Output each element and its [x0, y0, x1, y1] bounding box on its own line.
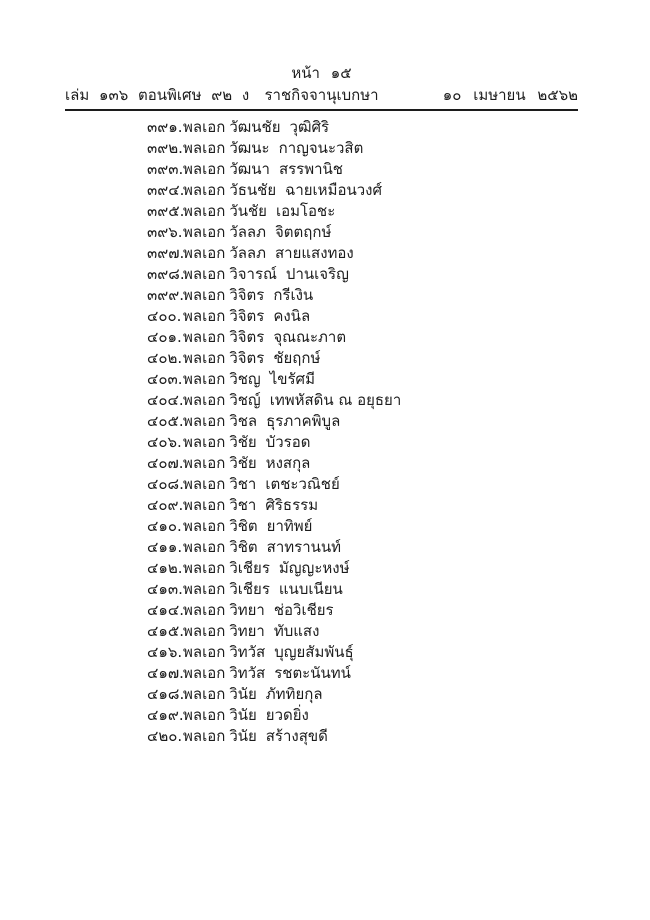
- item-rank: พลเอก: [183, 370, 226, 388]
- item-surname: สร้างสุขดี: [265, 727, 328, 745]
- list-item: [147, 474, 401, 495]
- item-rank: พลเอก: [183, 118, 226, 136]
- list-item: [147, 222, 401, 243]
- item-surname: เอมโอชะ: [275, 202, 336, 220]
- item-rank: พลเอก: [183, 559, 226, 577]
- list-item: [147, 201, 401, 222]
- masthead-line: [65, 85, 578, 105]
- item-surname: สายแสงทอง: [275, 244, 354, 262]
- item-given-name: วิเชียร: [229, 559, 270, 577]
- list-item: [147, 453, 401, 474]
- item-rank: พลเอก: [183, 181, 226, 199]
- item-number: ๔๑๐.: [147, 517, 182, 535]
- item-given-name: วิจารณ์: [229, 265, 277, 283]
- item-number: ๔๐๒.: [147, 349, 183, 367]
- item-given-name: วัฒนชัย: [229, 118, 281, 136]
- list-item: [147, 285, 401, 306]
- edition-label: เล่ม ๑๓๖ ตอนพิเศษ ๙๒ ง: [65, 86, 250, 104]
- item-given-name: วัลลภ: [229, 244, 267, 262]
- item-rank: พลเอก: [183, 580, 226, 598]
- item-surname: ยวดยิ่ง: [265, 706, 309, 724]
- list-item: [147, 684, 401, 705]
- list-item: [147, 705, 401, 726]
- item-rank: พลเอก: [183, 349, 226, 367]
- item-number: ๔๑๔.: [147, 601, 184, 619]
- item-number: ๔๑๖.: [147, 643, 183, 661]
- item-number: ๔๑๓.: [147, 580, 183, 598]
- item-number: ๔๒๐.: [147, 727, 183, 745]
- item-surname: สาทรานนท์: [266, 538, 342, 556]
- list-item: [147, 411, 401, 432]
- item-number: ๔๐๗.: [147, 454, 184, 472]
- item-rank: พลเอก: [183, 139, 226, 157]
- item-surname: ภัททิยกุล: [265, 685, 323, 703]
- item-given-name: วันชัย: [229, 202, 267, 220]
- item-surname: แนบเนียน: [278, 580, 343, 598]
- item-number: ๔๐๓.: [147, 370, 183, 388]
- item-given-name: วิชัย: [229, 433, 257, 451]
- item-given-name: วิเชียร: [229, 580, 270, 598]
- item-number: ๓๙๗.: [147, 244, 185, 262]
- item-number: ๓๙๖.: [147, 223, 183, 241]
- item-rank: พลเอก: [183, 685, 226, 703]
- item-rank: พลเอก: [183, 160, 226, 178]
- item-surname: หงสกุล: [265, 454, 311, 472]
- item-given-name: วัฒนา: [229, 160, 270, 178]
- item-surname: ชัยฤกษ์: [273, 349, 321, 367]
- item-number: ๓๙๒.: [147, 139, 183, 157]
- item-number: ๓๙๘.: [147, 265, 185, 283]
- list-item: [147, 726, 401, 747]
- item-rank: พลเอก: [183, 286, 226, 304]
- item-surname: ยาทิพย์: [266, 517, 313, 535]
- list-item: [147, 243, 401, 264]
- item-given-name: วินัย: [229, 685, 257, 703]
- item-rank: พลเอก: [183, 706, 226, 724]
- item-surname: ช่อวิเชียร: [273, 601, 334, 619]
- publish-date: ๑๐ เมษายน ๒๕๖๒: [442, 86, 578, 104]
- item-surname: บุญยสัมพันธุ์: [274, 643, 354, 661]
- list-item: [147, 180, 401, 201]
- item-given-name: วิทยา: [229, 622, 265, 640]
- item-rank: พลเอก: [183, 643, 226, 661]
- item-given-name: วิชล: [229, 412, 258, 430]
- item-rank: พลเอก: [183, 244, 226, 262]
- item-rank: พลเอก: [183, 727, 226, 745]
- item-rank: พลเอก: [183, 223, 226, 241]
- item-rank: พลเอก: [183, 664, 226, 682]
- item-given-name: วิจิตร: [229, 286, 265, 304]
- list-item: [147, 264, 401, 285]
- item-number: ๔๐๕.: [147, 412, 184, 430]
- item-rank: พลเอก: [183, 412, 226, 430]
- item-surname: จิตตฤกษ์: [275, 223, 332, 241]
- item-number: ๔๐๖.: [147, 433, 182, 451]
- list-item: [147, 663, 401, 684]
- item-rank: พลเอก: [183, 475, 226, 493]
- item-number: ๔๑๙.: [147, 706, 184, 724]
- item-number: ๔๐๘.: [147, 475, 184, 493]
- item-given-name: วิชิต: [229, 517, 258, 535]
- item-surname: ทับแสง: [273, 622, 320, 640]
- item-given-name: วิชา: [229, 496, 257, 514]
- item-number: ๓๙๙.: [147, 286, 184, 304]
- item-surname: ไขรัศมี: [269, 370, 315, 388]
- item-rank: พลเอก: [183, 496, 226, 514]
- item-given-name: วินัย: [229, 727, 257, 745]
- item-surname: ธุรภาคพิบูล: [266, 412, 341, 430]
- item-given-name: วัธนชัย: [229, 181, 277, 199]
- item-rank: พลเอก: [183, 538, 226, 556]
- list-item: [147, 600, 401, 621]
- list-item: [147, 369, 401, 390]
- item-given-name: วิทยา: [229, 601, 265, 619]
- item-surname: กรีเงิน: [273, 286, 314, 304]
- item-rank: พลเอก: [183, 517, 226, 535]
- item-given-name: วินัย: [229, 706, 257, 724]
- item-surname: สรรพานิช: [278, 160, 343, 178]
- item-given-name: วิชญ์: [229, 391, 261, 409]
- item-given-name: วิจิตร: [229, 349, 265, 367]
- list-item: [147, 642, 401, 663]
- list-item: [147, 117, 401, 138]
- list-item: [147, 537, 401, 558]
- list-item: [147, 390, 401, 411]
- list-item: [147, 159, 401, 180]
- item-number: ๓๙๔.: [147, 181, 185, 199]
- gazette-title: ราชกิจจานุเบกษา: [264, 86, 379, 104]
- item-number: ๓๙๓.: [147, 160, 184, 178]
- item-rank: พลเอก: [183, 391, 226, 409]
- item-surname: ศิริธรรม: [265, 496, 319, 514]
- item-surname: จุณณะภาต: [273, 328, 347, 346]
- item-surname: ฉายเหมือนวงศ์: [285, 181, 382, 199]
- item-number: ๔๑๘.: [147, 685, 185, 703]
- list-item: [147, 495, 401, 516]
- item-surname: วุฒิศิริ: [289, 118, 330, 136]
- item-number: ๔๐๙.: [147, 496, 184, 514]
- item-given-name: วิจิตร: [229, 307, 265, 325]
- item-rank: พลเอก: [183, 202, 226, 220]
- item-given-name: วิจิตร: [229, 328, 265, 346]
- item-rank: พลเอก: [183, 307, 226, 325]
- list-item: [147, 579, 401, 600]
- item-given-name: วิชญ: [229, 370, 261, 388]
- list-item: [147, 516, 401, 537]
- item-surname: รชตะนันทน์: [274, 664, 351, 682]
- item-number: ๔๐๐.: [147, 307, 182, 325]
- item-given-name: วิทวัส: [229, 643, 266, 661]
- item-number: ๔๐๑.: [147, 328, 182, 346]
- item-rank: พลเอก: [183, 622, 226, 640]
- item-number: ๔๑๒.: [147, 559, 183, 577]
- item-number: ๓๙๕.: [147, 202, 185, 220]
- item-number: ๔๐๔.: [147, 391, 184, 409]
- item-surname: คงนิล: [273, 307, 311, 325]
- item-rank: พลเอก: [183, 265, 226, 283]
- item-given-name: วิชา: [229, 475, 257, 493]
- item-given-name: วิชิต: [229, 538, 258, 556]
- list-item: [147, 558, 401, 579]
- list-item: [147, 621, 401, 642]
- item-number: ๔๑๕.: [147, 622, 184, 640]
- list-item: [147, 327, 401, 348]
- page-header: [65, 0, 578, 119]
- item-surname: เทพหัสดิน ณ อยุธยา: [269, 391, 402, 409]
- list-item: [147, 138, 401, 159]
- item-surname: กาญจนะวสิต: [278, 139, 364, 157]
- list-item: [147, 348, 401, 369]
- item-rank: พลเอก: [183, 601, 226, 619]
- item-given-name: วิทวัส: [229, 664, 266, 682]
- list-item: [147, 306, 401, 327]
- item-rank: พลเอก: [183, 328, 226, 346]
- item-given-name: วัลลภ: [229, 223, 267, 241]
- item-surname: มัญญะหงษ์: [278, 559, 350, 577]
- item-given-name: วัฒนะ: [229, 139, 270, 157]
- item-number: ๓๙๑.: [147, 118, 183, 136]
- item-surname: เตชะวณิชย์: [265, 475, 340, 493]
- page-number-label: หน้า ๑๕: [291, 64, 352, 82]
- header-divider-rule: [65, 109, 578, 111]
- name-list: [147, 117, 401, 747]
- list-item: [147, 432, 401, 453]
- item-number: ๔๑๑.: [147, 538, 183, 556]
- item-surname: ปานเจริญ: [285, 265, 349, 283]
- item-given-name: วิชัย: [229, 454, 257, 472]
- item-surname: บัวรอด: [265, 433, 311, 451]
- item-rank: พลเอก: [183, 433, 226, 451]
- item-rank: พลเอก: [183, 454, 226, 472]
- item-number: ๔๑๗.: [147, 664, 184, 682]
